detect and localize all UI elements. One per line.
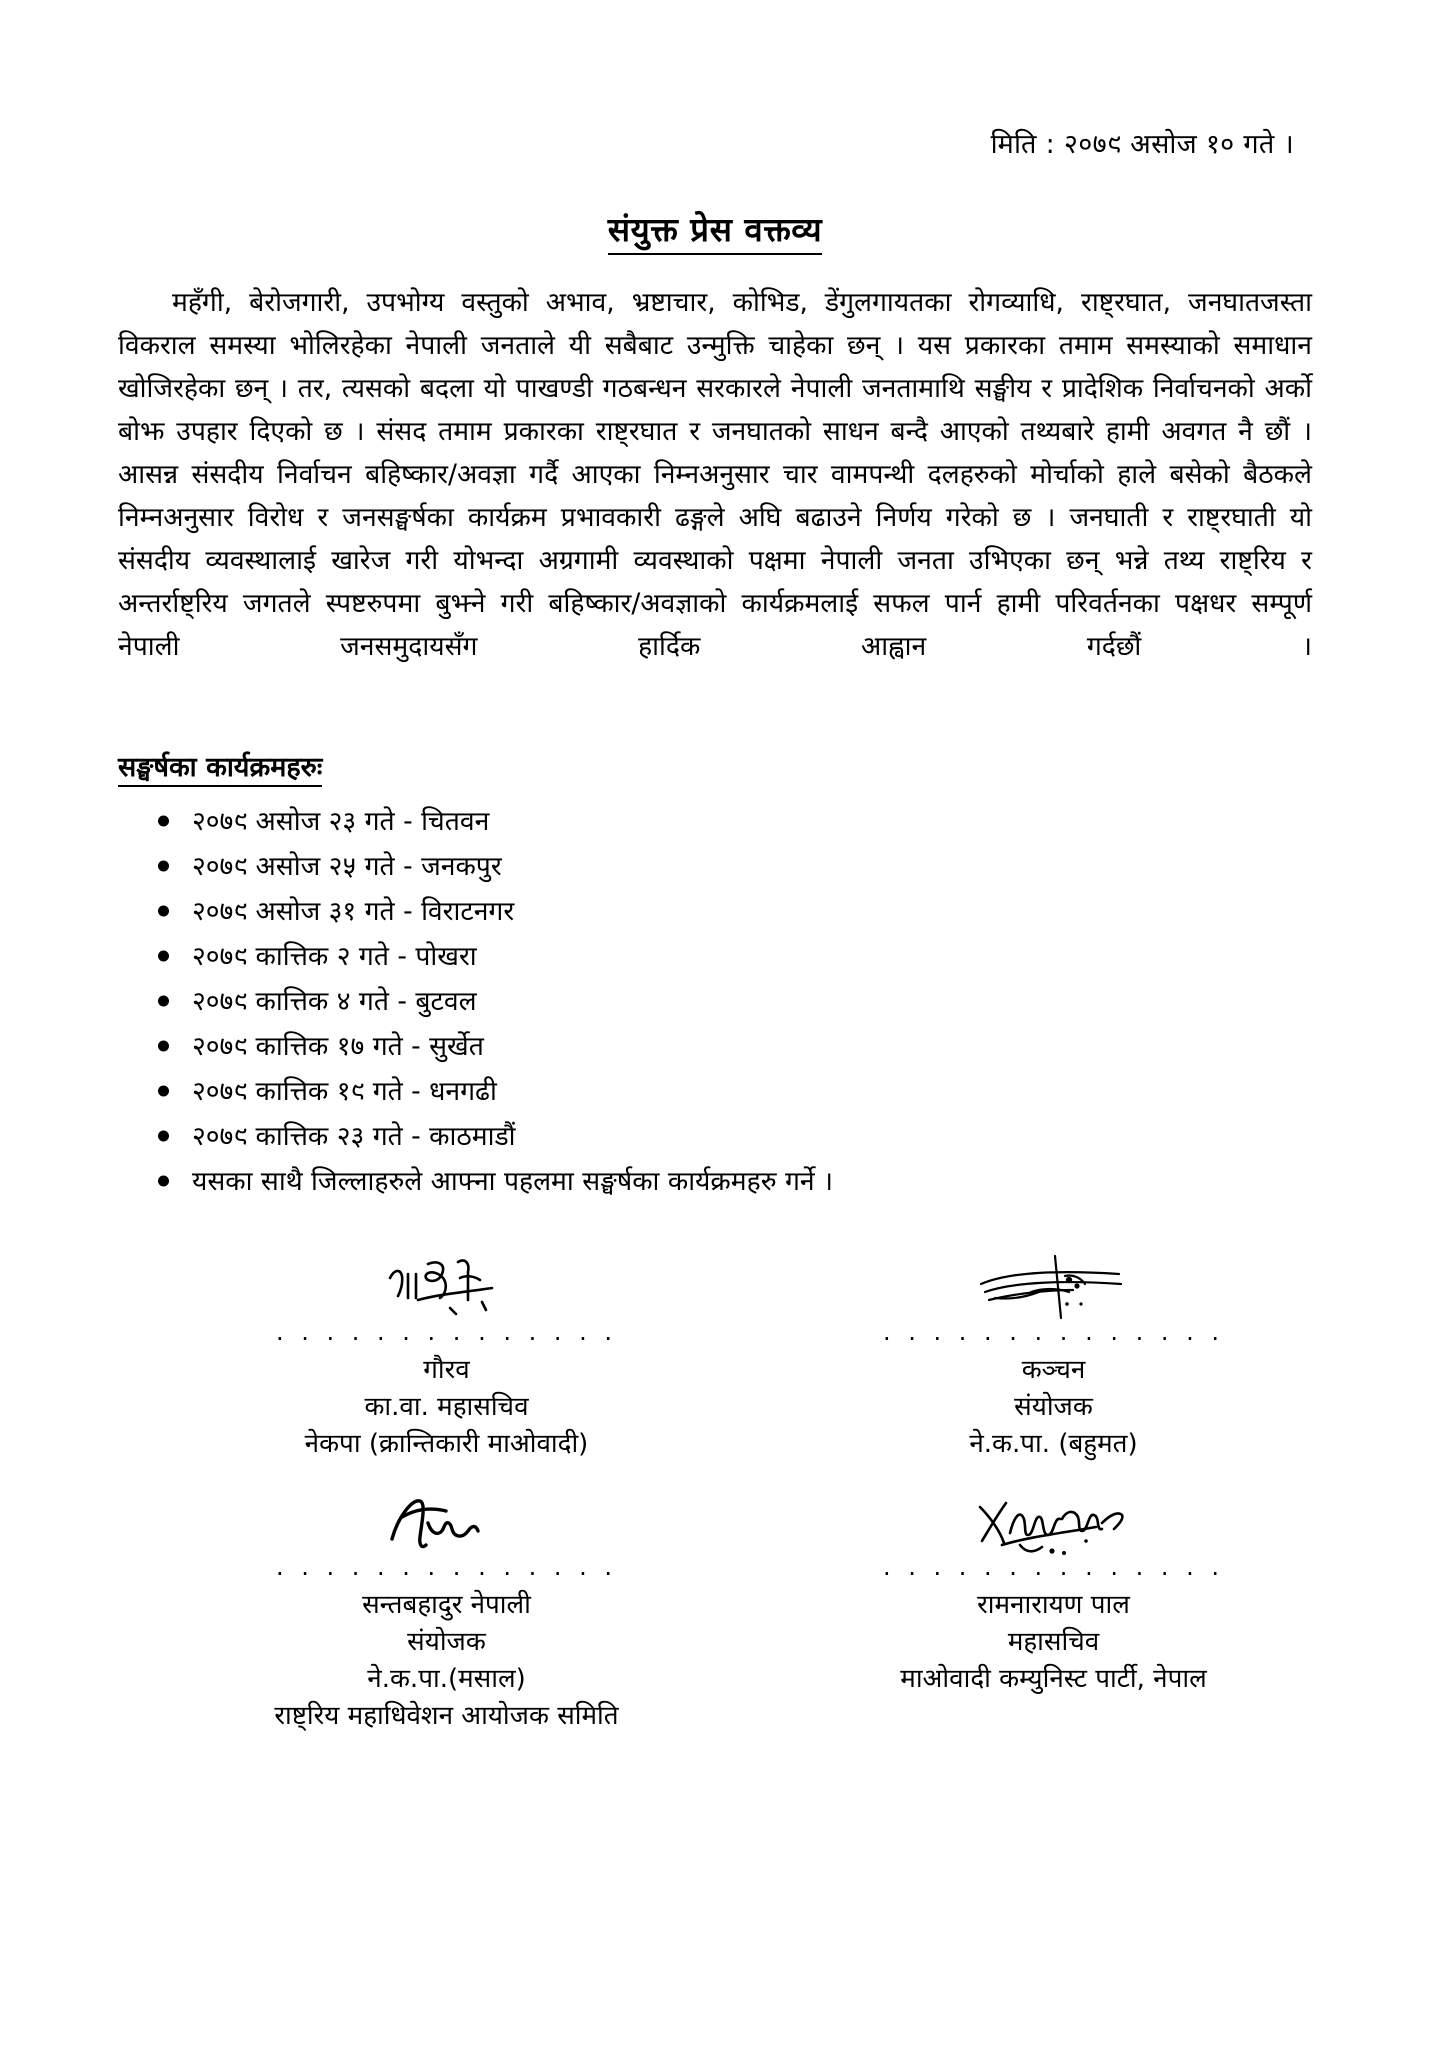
signature-dotted-line: · · · · · · · · · · · · · ·	[883, 1324, 1224, 1353]
list-item-label: २०७९ असोज ३१ गते - विराटनगर	[192, 895, 515, 927]
bullet-icon	[158, 996, 169, 1007]
signatory-name: कञ्चन	[1021, 1354, 1086, 1385]
list-item	[118, 844, 1312, 889]
list-item	[118, 1114, 1312, 1159]
list-item-label: यसका साथै जिल्लाहरुले आफ्ना पहलमा सङ्घर्षका कार्यक्रमहरु गर्ने ।	[192, 1165, 834, 1197]
bullet-icon	[158, 1086, 169, 1097]
list-item	[118, 979, 1312, 1024]
handwritten-signature-gaurav-icon	[178, 1244, 715, 1328]
bullet-icon	[158, 906, 169, 917]
bullet-icon	[158, 1176, 169, 1187]
signature-grid	[118, 1244, 1312, 1751]
signatory-extra: राष्ट्रिय महाधिवेशन आयोजक समिति	[274, 1700, 619, 1731]
document-content	[118, 0, 1312, 1751]
signatory-name: सन्तबहादुर नेपाली	[362, 1589, 531, 1620]
list-item	[118, 1024, 1312, 1069]
signatory-name: गौरव	[423, 1354, 470, 1385]
list-item	[118, 889, 1312, 934]
list-item-label: २०७९ कात्तिक १७ गते - सुर्खेत	[192, 1030, 484, 1062]
signature-dotted-line: · · · · · · · · · · · · · ·	[276, 1559, 617, 1588]
signatory-party: ने.क.पा. (बहुमत)	[969, 1428, 1138, 1459]
list-item-label: २०७९ असोज २३ गते - चितवन	[192, 805, 490, 837]
page-title-text: संयुक्त प्रेस वक्तव्य	[608, 206, 822, 255]
list-item-label: २०७९ कात्तिक २ गते - पोखरा	[192, 940, 477, 972]
signature-dotted-line: · · · · · · · · · · · · · ·	[883, 1559, 1224, 1588]
list-item	[118, 1069, 1312, 1114]
signatory-role: संयोजक	[407, 1626, 486, 1657]
page-title	[118, 206, 1312, 255]
date-line: मिति : २०७९ असोज १० गते ।	[990, 129, 1294, 160]
signatory-role: का.वा. महासचिव	[364, 1391, 529, 1422]
list-item-label: २०७९ कात्तिक १९ गते - धनगढी	[192, 1075, 497, 1107]
bullet-icon	[158, 1041, 169, 1052]
handwritten-signature-ramnarayan-icon	[795, 1479, 1312, 1563]
handwritten-signature-santabahadur-icon	[178, 1479, 715, 1563]
signatory-role: महासचिव	[1007, 1626, 1100, 1657]
list-item-label: २०७९ कात्तिक २३ गते - काठमाडौं	[192, 1120, 516, 1152]
handwritten-signature-kanchan-icon	[795, 1244, 1312, 1328]
list-item	[118, 934, 1312, 979]
list-item	[118, 799, 1312, 844]
signature-dotted-line: · · · · · · · · · · · · · ·	[276, 1324, 617, 1353]
section-heading	[118, 747, 1312, 787]
bullet-icon	[158, 861, 169, 872]
bullet-icon	[158, 951, 169, 962]
signatory-party: ने.क.पा.(मसाल)	[367, 1663, 526, 1694]
program-list	[118, 799, 1312, 1204]
section-heading-text: सङ्घर्षका कार्यक्रमहरुः	[118, 747, 322, 787]
list-item	[118, 1159, 1312, 1204]
signature-block	[715, 1244, 1312, 1479]
body-paragraph: महँगी, बेरोजगारी, उपभोग्य वस्तुको अभाव, भ्रष्टाचार, कोभिड, डेंगुलगायतका रोगव्याधि, राष्ट्रघात, जनघातजस्ता विकराल समस्या भोलिरहेका नेपाली जनताले यी सबैबाट उन्मुक्ति चाहेका छन् । यस प्रकारका तमाम समस्याको समाधान खोजिरहेका छन् । तर, त्यसको बदला यो पाखण्डी गठबन्धन सरकारले नेपाली जनतामाथि सङ्घीय र प्रादेशिक निर्वाचनको अर्को बोझ उपहार दिएको छ । संसद तमाम प्रकारका राष्ट्रघात र जनघातको साधन बन्दै आएको तथ्यबारे हामी अवगत नै छौं । आसन्न संसदीय निर्वाचन बहिष्कार/अवज्ञा गर्दै आएका निम्नअनुसार चार वामपन्थी दलहरुको मोर्चाको हाले बसेको बैठकले निम्नअनुसार विरोध र जनसङ्घर्षका कार्यक्रम प्रभावकारी ढङ्गले अघि बढाउने निर्णय गरेको छ । जनघाती र राष्ट्रघाती यो संसदीय व्यवस्थालाई खारेज गरी योभन्दा अग्रगामी व्यवस्थाको पक्षमा नेपाली जनता उभिएका छन् भन्ने तथ्य राष्ट्रिय र अन्तर्राष्ट्रिय जगतले स्पष्टरुपमा बुझ्ने गरी बहिष्कार/अवज्ञाको कार्यक्रमलाई सफल पार्न हामी परिवर्तनका पक्षधर सम्पूर्ण नेपाली जनसमुदायसँग हार्दिक आह्वान गर्दछौं ।	[118, 286, 1312, 662]
list-item-label: २०७९ असोज २५ गते - जनकपुर	[192, 850, 502, 882]
signatory-name: रामनारायण पाल	[977, 1589, 1130, 1620]
signature-block	[715, 1479, 1312, 1751]
signatory-party: नेकपा (क्रान्तिकारी माओवादी)	[304, 1428, 589, 1459]
bullet-icon	[158, 1131, 169, 1142]
signature-block	[118, 1479, 715, 1751]
signatory-party: माओवादी कम्युनिस्ट पार्टी, नेपाल	[900, 1663, 1207, 1694]
list-item-label: २०७९ कात्तिक ४ गते - बुटवल	[192, 985, 477, 1017]
signatory-role: संयोजक	[1014, 1391, 1093, 1422]
bullet-icon	[158, 816, 169, 827]
signature-block	[118, 1244, 715, 1479]
